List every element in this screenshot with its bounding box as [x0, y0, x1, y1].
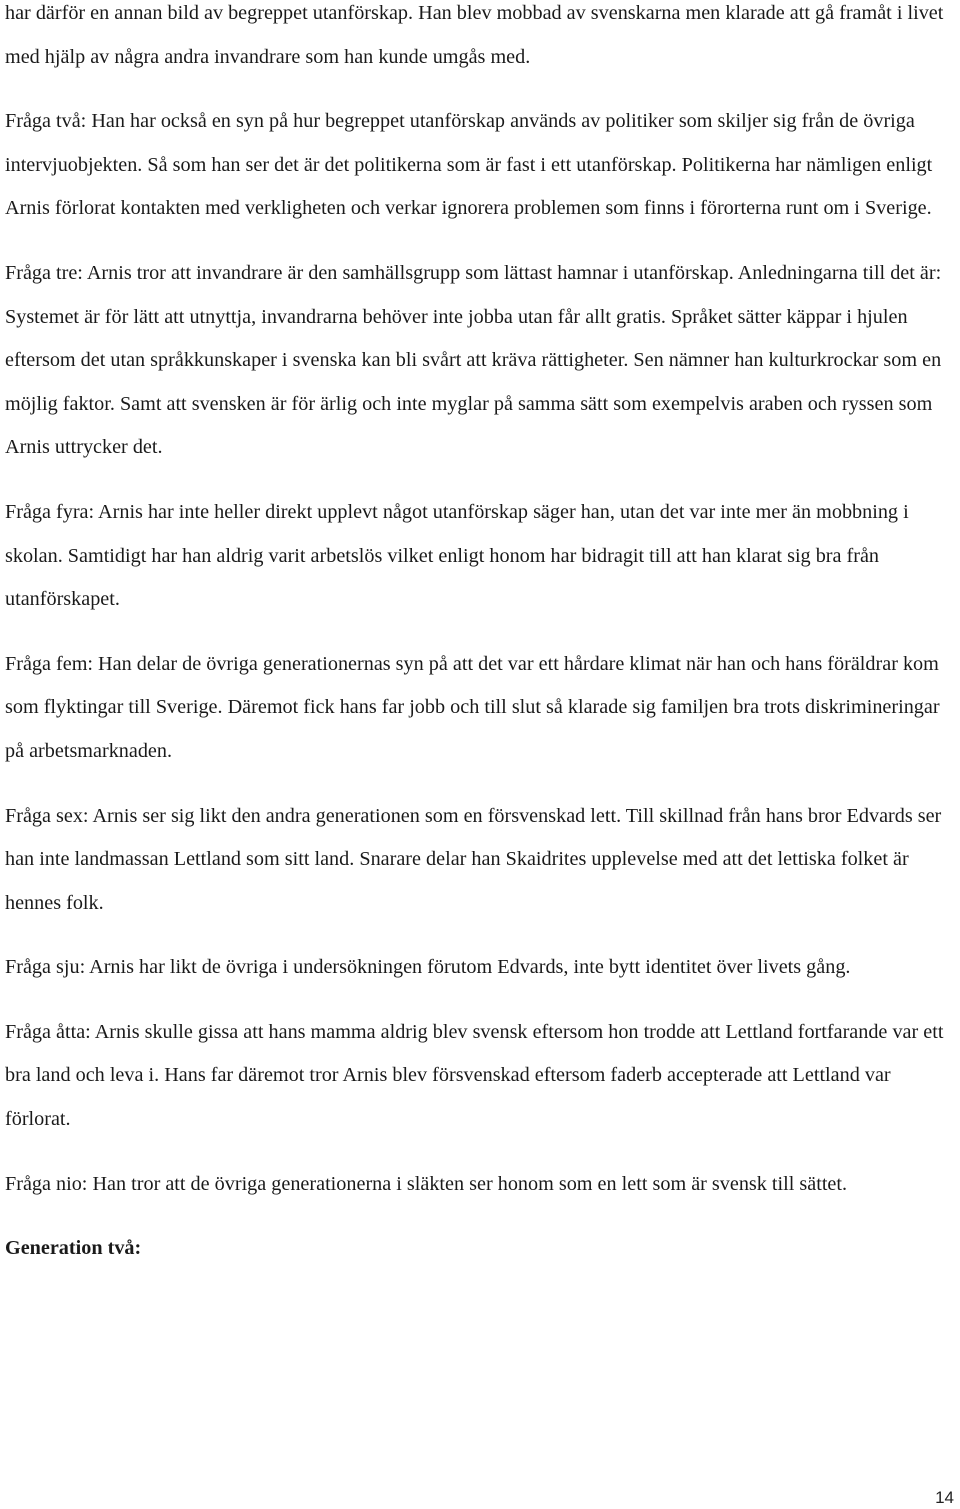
- paragraph-question-five: Fråga fem: Han delar de övriga generationernas syn på att det var ett hårdare klimat när han och hans föräldrar kom som flyktingar till Sverige. Däremot fick hans far jobb och till slut så klarade sig familjen bra trots diskrimineringar på arbetsmarknaden.: [5, 652, 940, 762]
- paragraph-question-seven: Fråga sju: Arnis har likt de övriga i undersökningen förutom Edvards, inte bytt identitet över livets gång.: [5, 956, 851, 979]
- paragraph-question-six: Fråga sex: Arnis ser sig likt den andra generationen som en försvenskad lett. Till skillnad från hans bror Edvards ser han inte landmassan Lettland som sitt land. Snarare delar han Skaidrites upplevelse med att det lettiska folket är hennes folk.: [5, 804, 942, 914]
- paragraph-question-nine: Fråga nio: Han tror att de övriga generationerna i släkten ser honom som en lett som är svensk till sättet.: [5, 1172, 848, 1195]
- paragraph-question-three: Fråga tre: Arnis tror att invandrare är den samhällsgrupp som lättast hamnar i utanförskap. Anledningarna till det är: Systemet är för lätt att utnyttja, invandrarna behöver inte jobba utan får allt gratis. Språket sätter käppar i hjulen eftersom det utan språkkunskaper i svenska kan bli svårt att kräva rättigheter. Sen nämner han kulturkrockar som en möjlig faktor. Samt att svensken är för ärlig och inte myglar på samma sätt som exempelvis araben och ryssen som Arnis uttrycker det.: [5, 261, 942, 459]
- paragraph-question-eight: Fråga åtta: Arnis skulle gissa att hans mamma aldrig blev svensk eftersom hon trodde att Lettland fortfarande var ett bra land och leva i. Hans far däremot tror Arnis blev försvenskad eftersom faderb accepterade att Lettland var förlorat.: [5, 1020, 944, 1131]
- paragraph-question-two: Fråga två: Han har också en syn på hur begreppet utanförskap används av politiker som skiljer sig från de övriga intervjuobjekten. Så som han ser det är det politikerna som är fast i ett utanförskap. Politikerna har nämligen enligt Arnis förlorat kontakten med verkligheten och verkar ignorera problemen som finns i förorterna runt om i Sverige.: [5, 110, 933, 220]
- page-number: 14: [935, 1488, 954, 1507]
- paragraph-intro: har därför en annan bild av begreppet utanförskap. Han blev mobbad av svenskarna men klarade att gå framåt i livet med hjälp av några andra invandrare som han kunde umgås med.: [5, 2, 944, 68]
- document-body: [5, 0, 955, 1271]
- paragraph-question-four: Fråga fyra: Arnis har inte heller direkt upplevt något utanförskap säger han, utan det var inte mer än mobbning i skolan. Samtidigt har han aldrig varit arbetslös vilket enligt honom har bidragit till att han klarat sig bra från utanförskapet.: [5, 500, 909, 611]
- section-heading: Generation två:: [5, 1237, 142, 1260]
